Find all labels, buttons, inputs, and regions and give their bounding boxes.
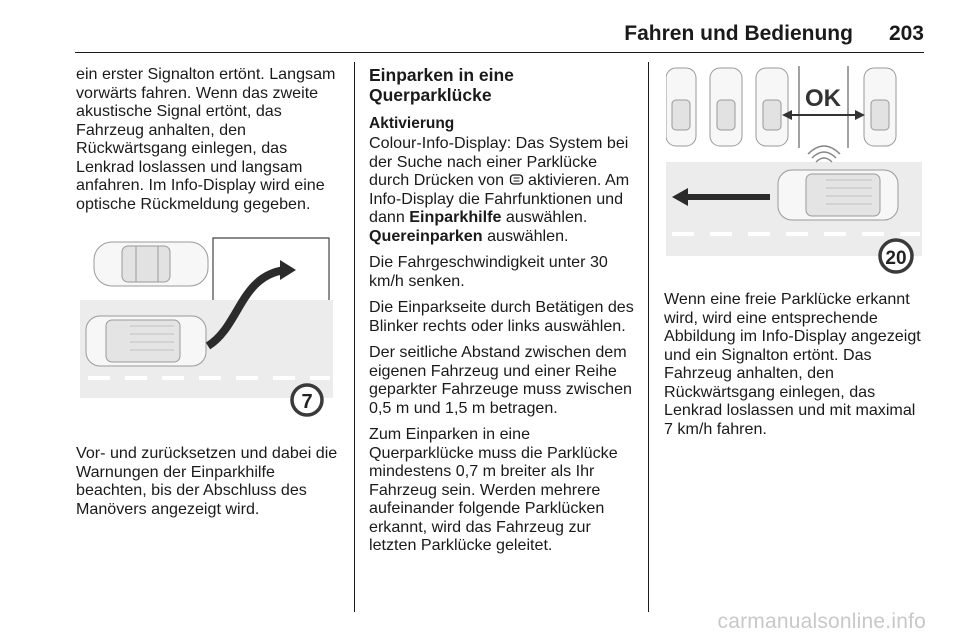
figure-number-badge bbox=[292, 385, 322, 415]
svg-text:7: 7 bbox=[301, 391, 313, 413]
column-divider-2 bbox=[648, 62, 649, 612]
perpendicular-parking-figure bbox=[666, 66, 922, 276]
sensor-waves-icon bbox=[808, 146, 840, 162]
ok-label: OK bbox=[805, 85, 841, 112]
own-car bbox=[778, 170, 898, 220]
watermark: carmanualsonline.info bbox=[717, 610, 926, 633]
paragraph: Colour-Info-Display: Das System bei der Suche nach einer Parklücke durch Drücken von aktivieren. Am Info-Display die Fahrfunktionen und dann Einparkhilfe auswählen. Quereinparken auswählen. bbox=[369, 134, 630, 245]
section-title: Fahren und Bedienung bbox=[624, 22, 853, 45]
column-1-bottom bbox=[76, 444, 346, 526]
page-number: 203 bbox=[888, 22, 924, 45]
section-heading: Einparken in eine Querparklücke bbox=[369, 65, 514, 105]
parked-cars bbox=[666, 68, 896, 146]
figure-number-badge bbox=[880, 240, 912, 272]
page-header bbox=[624, 22, 924, 46]
parking-assist-icon bbox=[509, 173, 524, 186]
subheading: Aktivierung bbox=[369, 115, 455, 132]
column-1-top bbox=[76, 65, 346, 221]
column-2 bbox=[369, 65, 637, 563]
paragraph: Die Fahrgeschwindigkeit unter 30 km/h senken. bbox=[369, 253, 608, 290]
paragraph: ein erster Signalton ertönt. Langsam vorwärts fahren. Wenn das zweite akustische Signal ertönt, das Fahrzeug anhalten, den Rückwärtsgang einlegen, das Lenkrad loslassen und langsam anfahren. Im Info-Display wird eine optische Rückmeldung gegeben. bbox=[76, 65, 336, 213]
svg-text:20: 20 bbox=[885, 248, 907, 269]
paragraph: Zum Einparken in eine Querparklücke muss die Parklücke mindestens 0,7 m breiter als Ihr Fahrzeug sein. Werden mehrere aufeinander folgende Parklücken erkannt, wird das Fahrzeug zur letzten Parklücke geleitet. bbox=[369, 425, 618, 554]
own-car bbox=[86, 316, 206, 366]
paragraph: Wenn eine freie Parklücke erkannt wird, wird eine entsprechende Abbildung im Info-Display angezeigt und ein Signalton ertönt. Das Fahrzeug anhalten, den Rückwärtsgang einlegen, das Lenkrad loslassen und mit maximal 7 km/h fahren. bbox=[664, 290, 921, 438]
parking-space bbox=[213, 238, 329, 300]
paragraph: Vor- und zurücksetzen und dabei die Warnungen der Einparkhilfe beachten, bis der Abschluss des Manövers angezeigt wird. bbox=[76, 444, 338, 518]
column-divider-1 bbox=[354, 62, 355, 612]
parallel-parking-figure bbox=[80, 236, 333, 424]
paragraph: Die Einparkseite durch Betätigen des Blinker rechts oder links auswählen. bbox=[369, 298, 634, 335]
paragraph: Der seitliche Abstand zwischen dem eigenen Fahrzeug und einer Reihe geparkter Fahrzeuge muss zwischen 0,5 m und 1,5 m betragen. bbox=[369, 343, 632, 417]
header-rule bbox=[75, 52, 924, 53]
column-3 bbox=[664, 290, 926, 446]
parked-car bbox=[94, 242, 208, 286]
